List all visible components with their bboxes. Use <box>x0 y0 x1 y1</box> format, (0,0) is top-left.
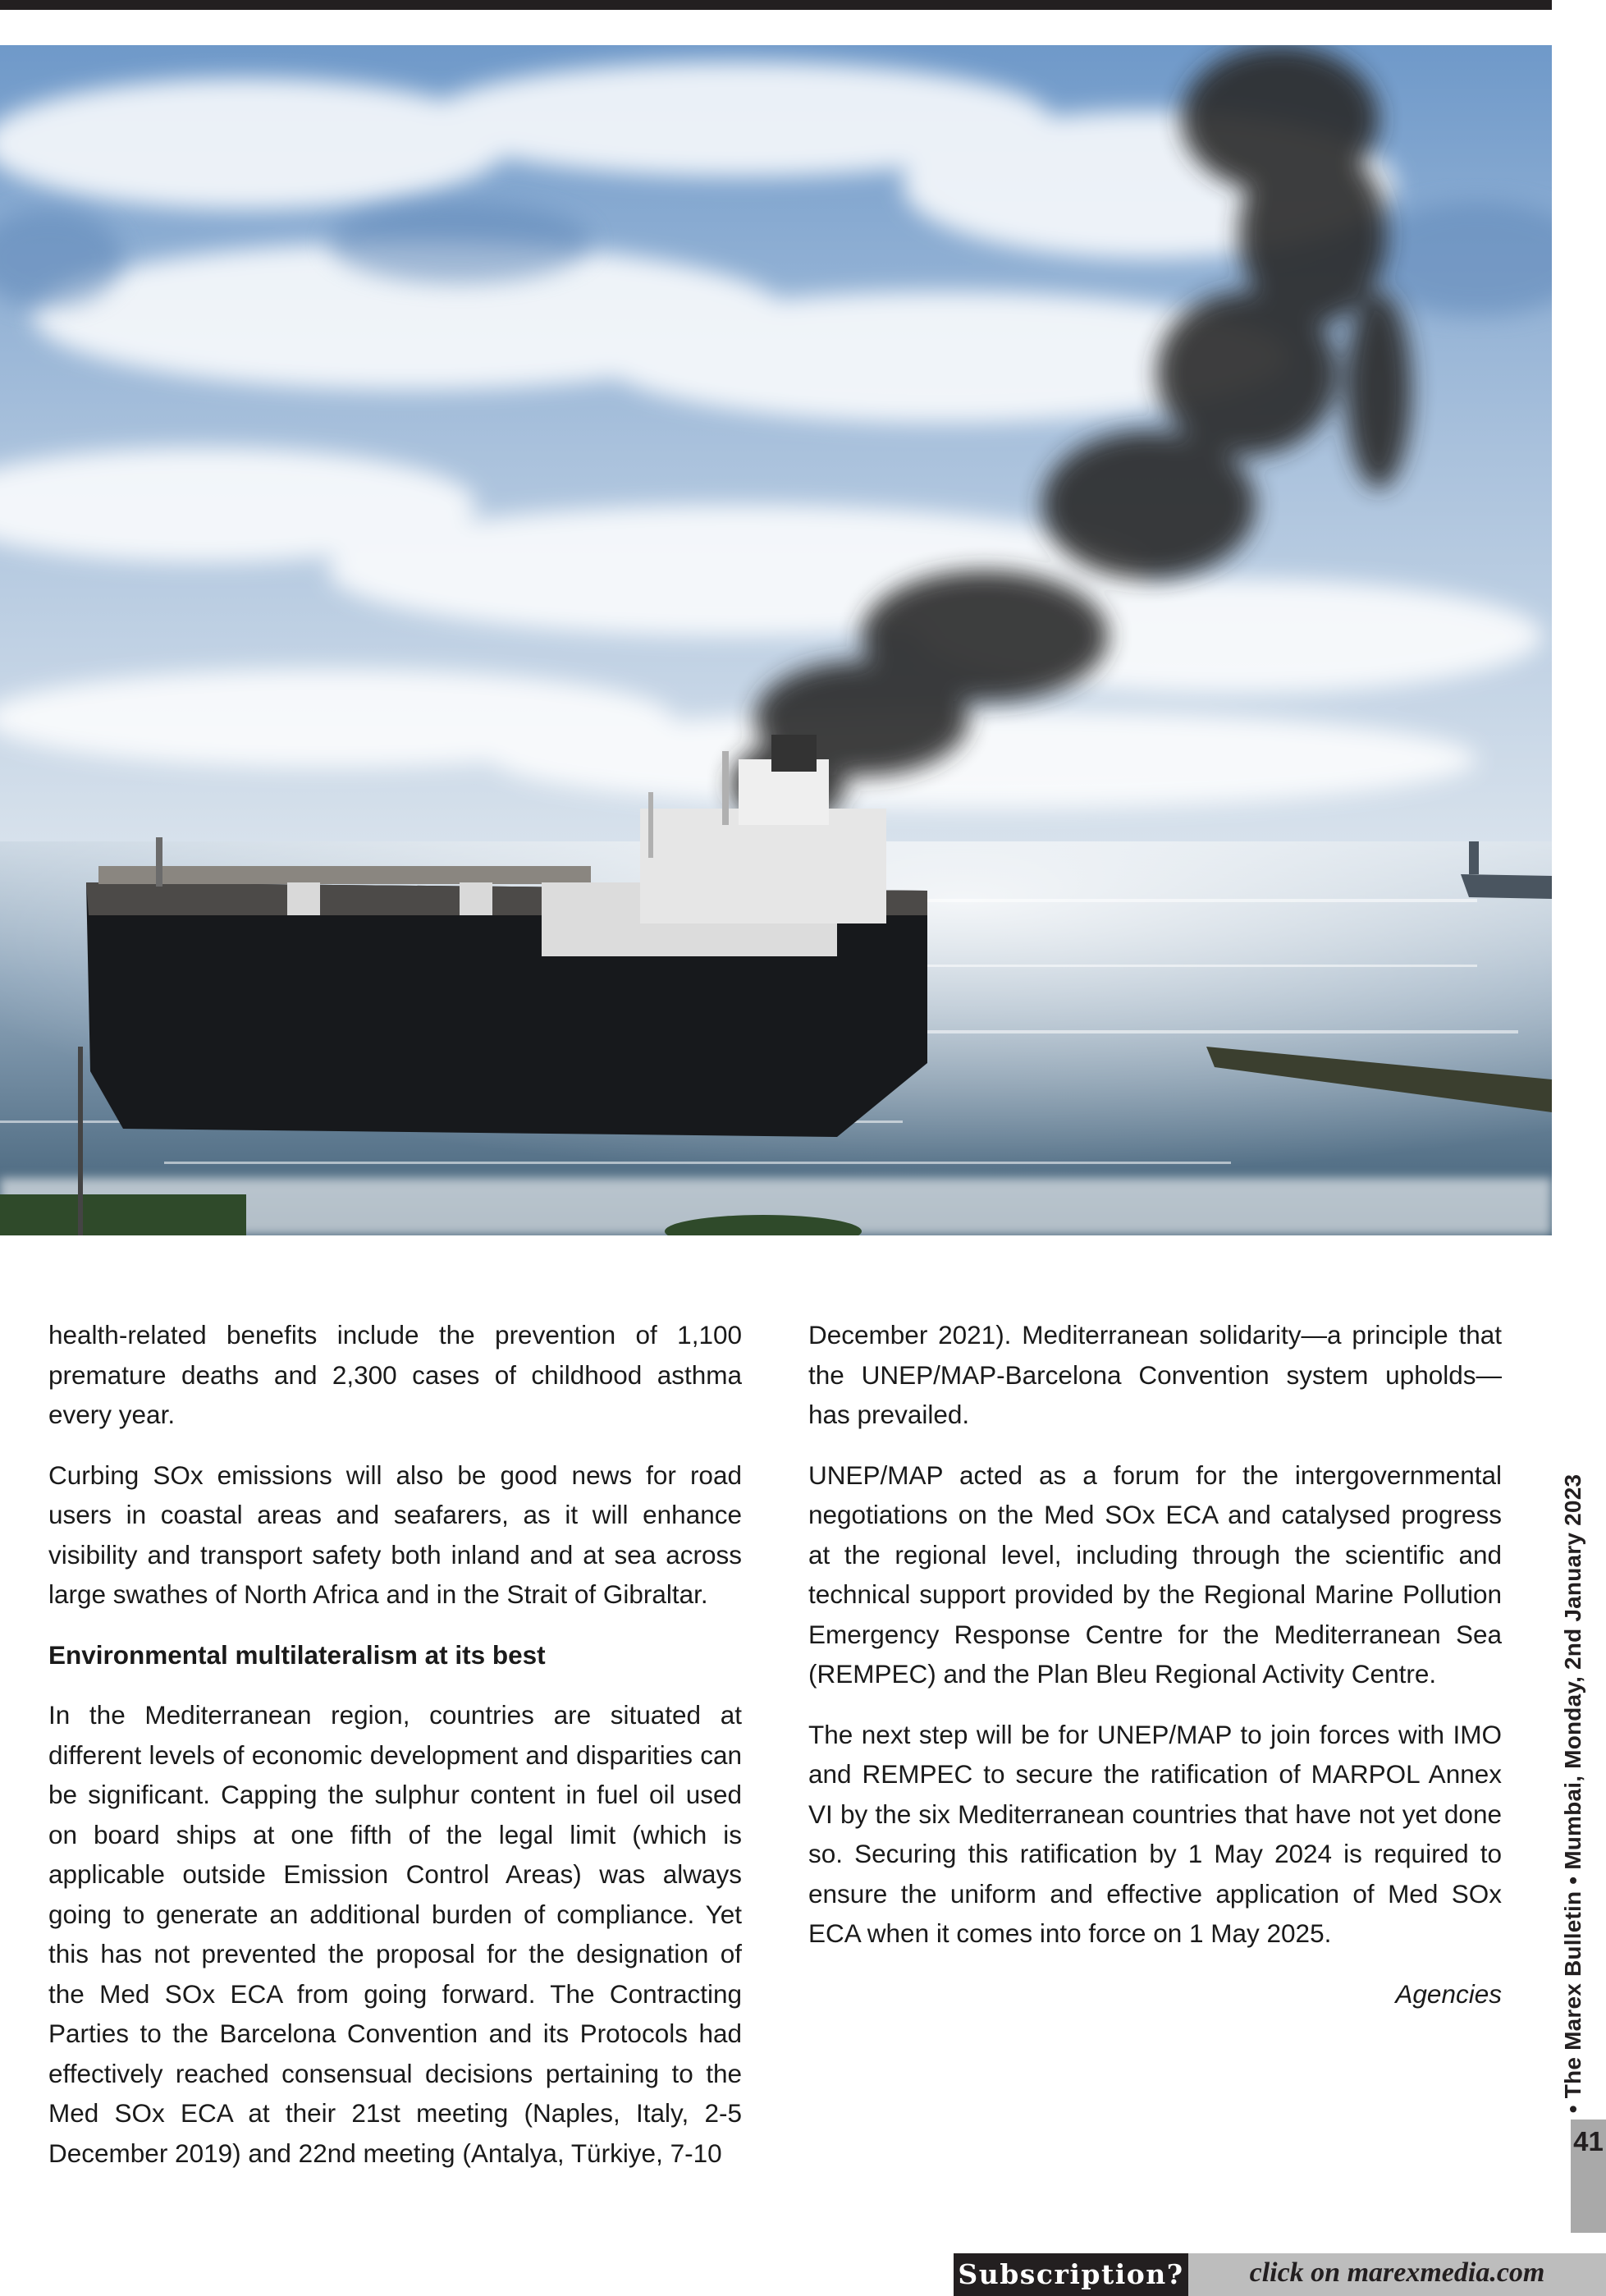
tanker-photo-illustration <box>0 45 1552 1235</box>
paragraph: health-related benefits include the prevention of 1,100 premature deaths and 2,300 cases of childhood asthma every year. <box>48 1320 742 1429</box>
article-photo-tanker-smoke <box>0 45 1552 1235</box>
subscription-label: Subscription? <box>954 2253 1188 2296</box>
page-number: 41 <box>1573 2126 1604 2156</box>
section-subheading: Environmental multilateralism at its best <box>48 1639 546 1670</box>
article-signoff: Agencies <box>1395 1978 1502 2009</box>
paragraph: The next step will be for UNEP/MAP to join forces with IMO and REMPEC to secure the ratification of MARPOL Annex VI by the six Mediterranean countries that have not yet done so. Securing this ratification by 1 May 2024 is required to ensure the uniform and effective application of Med SOx ECA when it comes into force on 1 May 2025. <box>808 1719 1502 1948</box>
subscription-link[interactable]: click on marexmedia.com <box>1188 2253 1606 2296</box>
article-column-left <box>48 1315 742 2193</box>
paragraph: In the Mediterranean region, countries are situated at different levels of economic development and disparities can be significant. Capping the sulphur content in fuel oil used on board ships at one fifth of the legal limit (which is applicable outside Emission Control Areas) was always going to generate an additional burden of compliance. Yet this has not prevented the proposal for the designation of the Med SOx ECA from going forward. The Contracting Parties to the Barcelona Convention and its Protocols had effectively reached consensual decisions pertaining to the Med SOx ECA at their 21st meeting (Naples, Italy, 2-5 December 2019) and 22nd meeting (Antalya, Türkiye, 7-10 <box>48 1700 742 2168</box>
article-column-right <box>808 1315 1502 2034</box>
running-head-vertical: • The Marex Bulletin • Mumbai, Monday, 2nd January 2023 <box>1560 1473 1585 2114</box>
paragraph: December 2021). Mediterranean solidarity—a principle that the UNEP/MAP-Barcelona Convention system upholds—has prevailed. <box>808 1320 1502 1429</box>
top-rule <box>0 0 1552 10</box>
paragraph: UNEP/MAP acted as a forum for the intergovernmental negotiations on the Med SOx ECA and catalysed progress at the regional level, including through the scientific and technical support provided by the Regional Marine Pollution Emergency Response Centre for the Mediterranean Sea (REMPEC) and the Plan Bleu Regional Activity Centre. <box>808 1460 1502 1689</box>
paragraph: Curbing SOx emissions will also be good news for road users in coastal areas and seafarers, as it will enhance visibility and transport safety both inland and at sea across large swathes of North Africa and in the Strait of Gibraltar. <box>48 1460 742 1609</box>
